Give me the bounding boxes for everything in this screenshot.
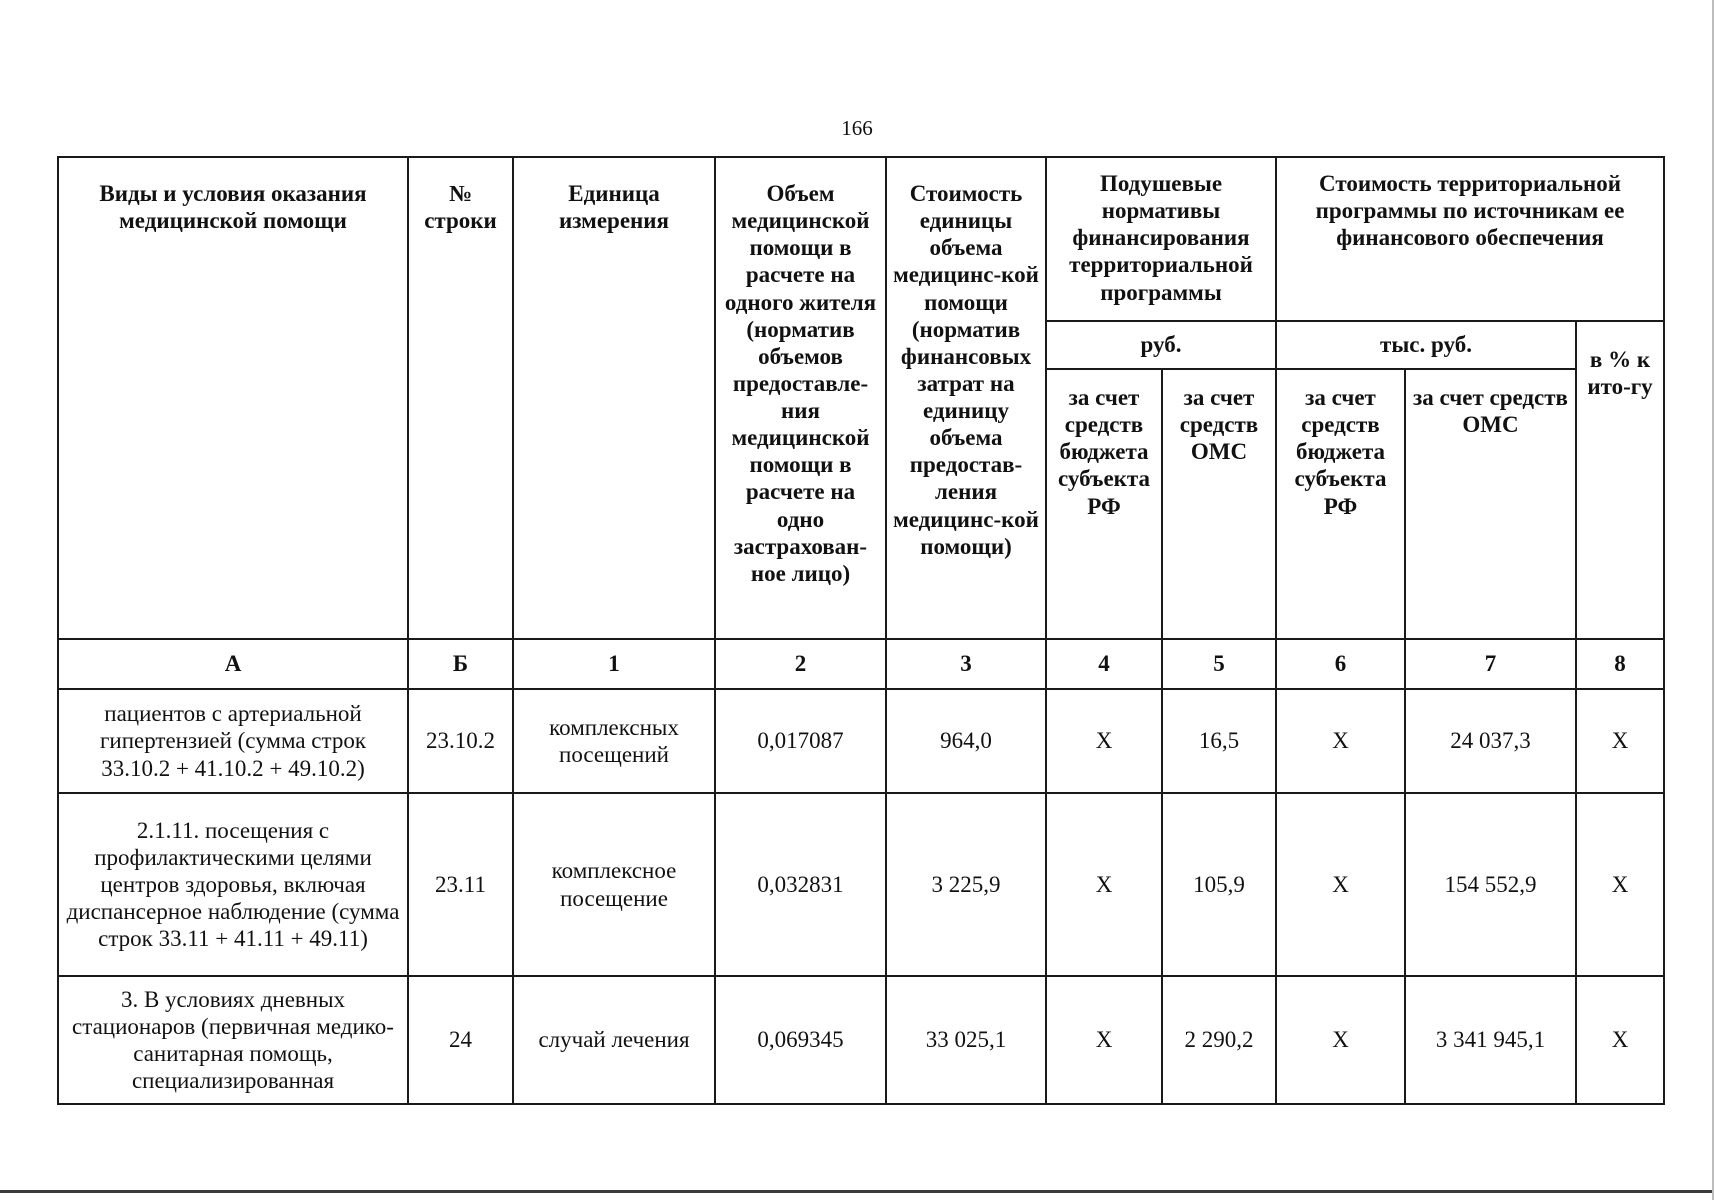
column-index-cell: Б (408, 639, 513, 689)
row-oms-per-capita: 2 290,2 (1162, 976, 1276, 1104)
row-budget-total: Х (1276, 976, 1405, 1104)
row-name: 3. В условиях дневных стационаров (первичная медико-санитарная помощь, специализированная (58, 976, 408, 1104)
column-index-cell: 6 (1276, 639, 1405, 689)
page-number: 166 (841, 116, 873, 140)
row-budget-per-capita: Х (1046, 689, 1162, 793)
row-unit-cost: 964,0 (886, 689, 1046, 793)
scan-bottom-edge (0, 1190, 1714, 1193)
row-budget-per-capita: Х (1046, 976, 1162, 1104)
header-oms-per-capita: за счет средств ОМС (1162, 369, 1276, 639)
financing-table (57, 156, 1665, 1105)
column-index-cell: А (58, 639, 408, 689)
header-budget-total: за счет средств бюджета субъекта РФ (1276, 369, 1405, 639)
table-row (58, 689, 1664, 793)
table-row (58, 793, 1664, 976)
row-volume: 0,069345 (715, 976, 886, 1104)
row-line-number: 23.10.2 (408, 689, 513, 793)
row-name: пациентов с артериальной гипертензией (сумма строк 33.10.2 + 41.10.2 + 49.10.2) (58, 689, 408, 793)
row-unit: комплексных посещений (513, 689, 715, 793)
row-budget-per-capita: Х (1046, 793, 1162, 976)
row-percent: Х (1576, 689, 1664, 793)
header-line-number: № строки (408, 157, 513, 639)
header-unit-cost: Стоимость единицы объема медицинс-кой помощи (норматив финансовых затрат на единицу объема предостав-ления медицинс-кой помощи) (886, 157, 1046, 639)
column-index-row (58, 639, 1664, 689)
column-index-cell: 2 (715, 639, 886, 689)
column-index-cell: 7 (1405, 639, 1576, 689)
row-unit-cost: 33 025,1 (886, 976, 1046, 1104)
header-types-of-care: Виды и условия оказания медицинской помощи (58, 157, 408, 639)
row-oms-total: 24 037,3 (1405, 689, 1576, 793)
row-percent: Х (1576, 976, 1664, 1104)
row-volume: 0,017087 (715, 689, 886, 793)
row-volume: 0,032831 (715, 793, 886, 976)
column-index-cell: 8 (1576, 639, 1664, 689)
row-unit-cost: 3 225,9 (886, 793, 1046, 976)
header-oms-total: за счет средств ОМС (1405, 369, 1576, 639)
row-unit: случай лечения (513, 976, 715, 1104)
row-oms-per-capita: 16,5 (1162, 689, 1276, 793)
row-line-number: 24 (408, 976, 513, 1104)
column-index-cell: 3 (886, 639, 1046, 689)
row-name: 2.1.11. посещения с профилактическими целями центров здоровья, включая диспансерное наблюдение (сумма строк 33.11 + 41.11 + 49.11) (58, 793, 408, 976)
header-budget-per-capita: за счет средств бюджета субъекта РФ (1046, 369, 1162, 639)
row-oms-total: 154 552,9 (1405, 793, 1576, 976)
row-oms-per-capita: 105,9 (1162, 793, 1276, 976)
header-unit: Единица измерения (513, 157, 715, 639)
header-unit-rub: руб. (1046, 321, 1276, 369)
row-unit: комплексное посещение (513, 793, 715, 976)
row-budget-total: Х (1276, 689, 1405, 793)
header-per-capita-group: Подушевые нормативы финансирования территориальной программы (1046, 157, 1276, 321)
column-index-cell: 5 (1162, 639, 1276, 689)
row-percent: Х (1576, 793, 1664, 976)
row-budget-total: Х (1276, 793, 1405, 976)
column-index-cell: 4 (1046, 639, 1162, 689)
header-percent-of-total: в % к ито-гу (1576, 321, 1664, 639)
header-cost-group: Стоимость территориальной программы по источникам ее финансового обеспечения (1276, 157, 1664, 321)
column-index-cell: 1 (513, 639, 715, 689)
header-unit-thousand-rub: тыс. руб. (1276, 321, 1576, 369)
header-volume: Объем медицинской помощи в расчете на одного жителя (норматив объемов предоставле-ния медицинской помощи в расчете на одно застрахован-ное лицо) (715, 157, 886, 639)
row-oms-total: 3 341 945,1 (1405, 976, 1576, 1104)
row-line-number: 23.11 (408, 793, 513, 976)
table-row (58, 976, 1664, 1104)
